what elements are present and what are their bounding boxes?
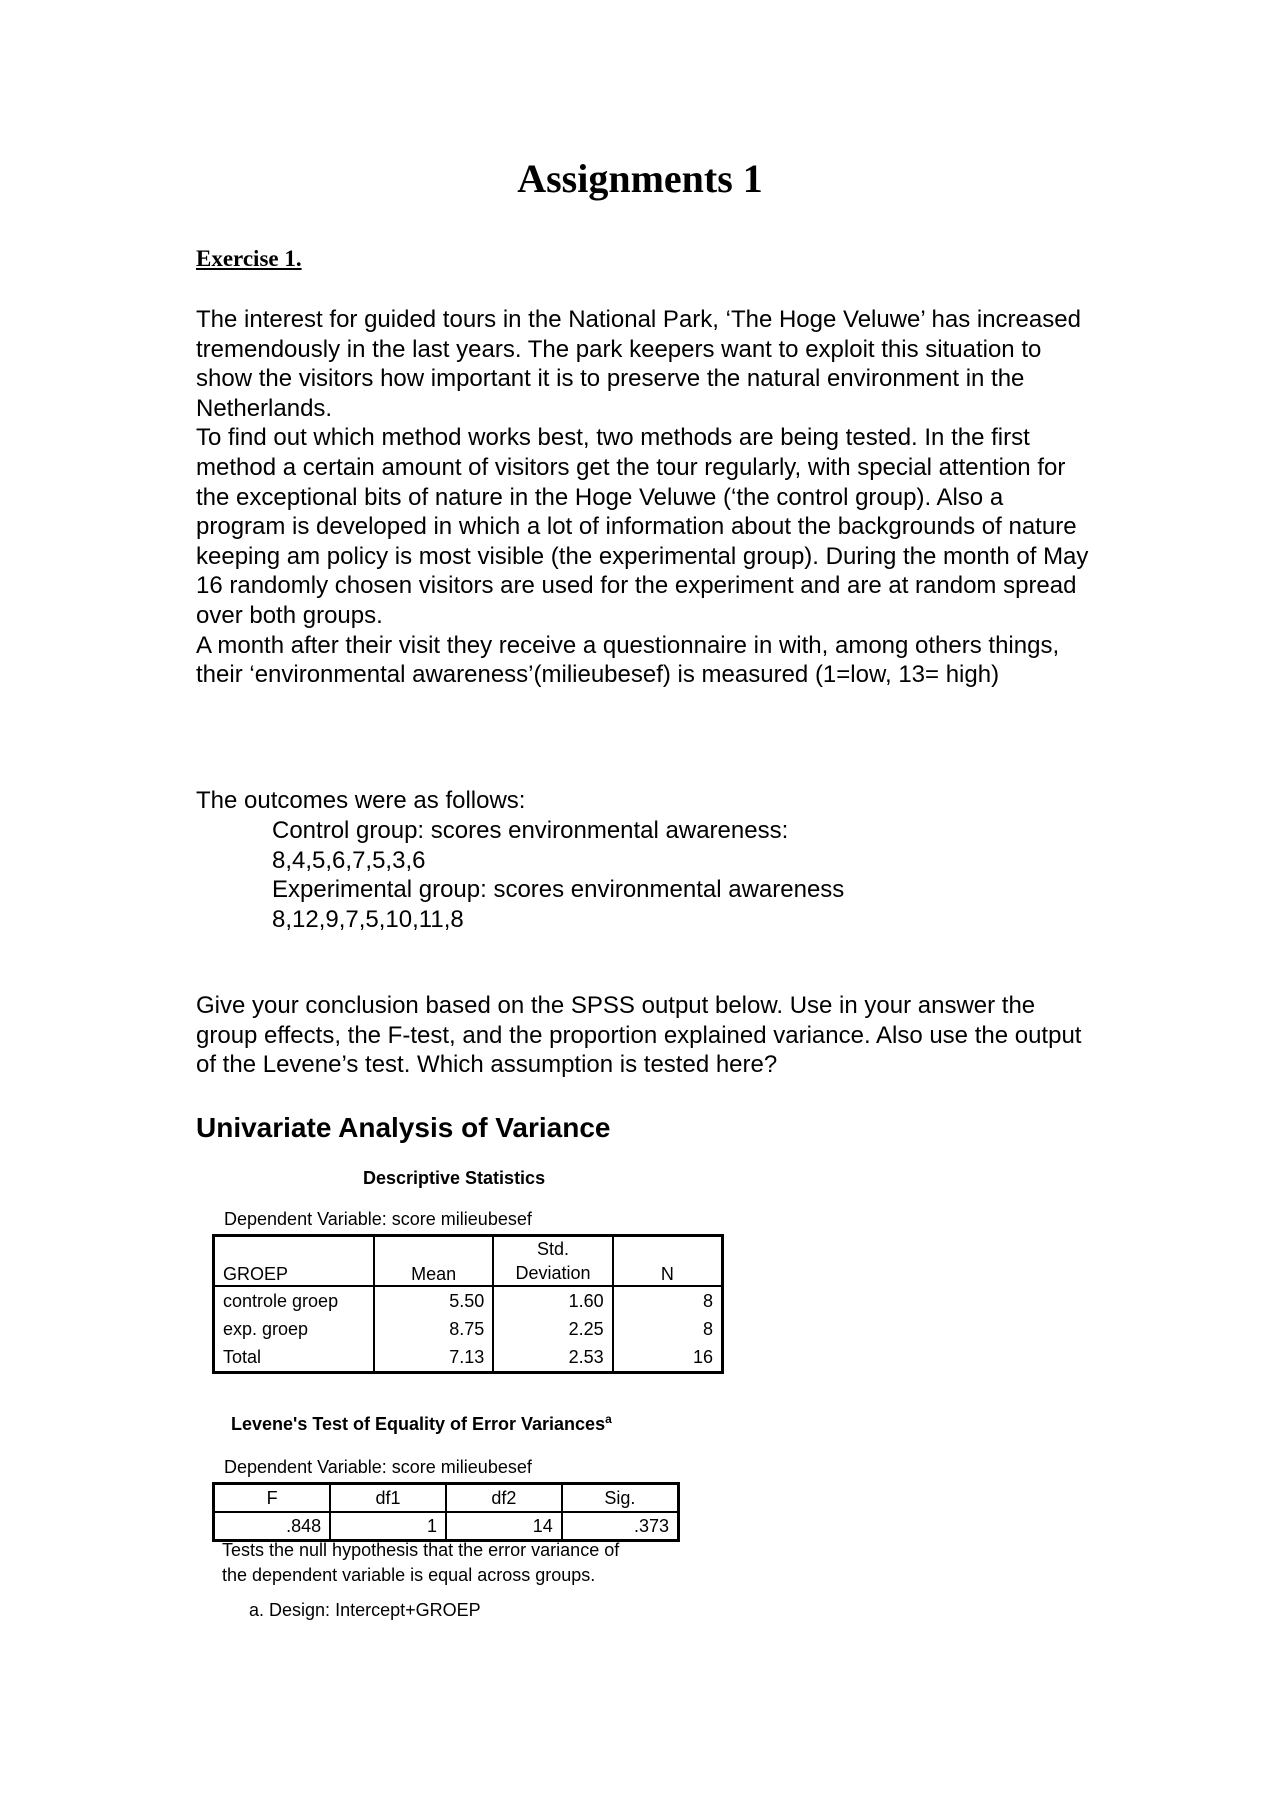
descriptives-table	[212, 1234, 724, 1374]
outcome-line: Experimental group: scores environmental awareness	[272, 876, 845, 904]
levene-title	[231, 1412, 612, 1435]
levene-dependent: Dependent Variable: score milieubesef	[224, 1457, 532, 1477]
table-header-row	[214, 1236, 723, 1262]
paragraph: A month after their visit they receive a questionnaire in with, among others things, their ‘environmental awareness’(milieubesef) is measured (1=low, 13= high)	[196, 631, 1060, 689]
paragraph: To find out which method works best, two methods are being tested. In the first method a certain amount of visitors get the tour regularly, with special attention for the exceptional bits of nature in the Hoge Veluwe (‘the control group). Also a program is developed in which a lot of information about the backgrounds of nature keeping am policy is most visible (the experimental group). During the month of May 16 randomly chosen visitors are used for the experiment and are at random spread over both groups.	[196, 424, 1089, 629]
cell-mean: 8.75	[374, 1315, 493, 1343]
header-sig: Sig.	[562, 1484, 679, 1513]
levene-note	[222, 1538, 619, 1588]
footnote-text: Design: Intercept+GROEP	[269, 1600, 481, 1620]
cell-n: 8	[613, 1315, 723, 1343]
levene-title-text: Levene's Test of Equality of Error Variances	[231, 1414, 606, 1434]
header-std: Std.	[493, 1236, 612, 1262]
outcomes-list	[272, 816, 1072, 934]
cell-sig: .373	[562, 1512, 679, 1541]
levene-superscript: a	[605, 1412, 612, 1426]
cell-mean: 5.50	[374, 1286, 493, 1315]
header-n: N	[613, 1236, 723, 1287]
outcome-line: 8,4,5,6,7,5,3,6	[272, 846, 426, 874]
header-deviation: Deviation	[493, 1261, 612, 1286]
levene-footnote	[249, 1598, 481, 1623]
header-df2: df2	[446, 1484, 562, 1513]
levene-table	[212, 1482, 680, 1542]
header-mean: Mean	[374, 1236, 493, 1287]
table-row	[214, 1343, 723, 1373]
descriptives-title: Descriptive Statistics	[363, 1168, 546, 1188]
page-title: Assignments 1	[517, 156, 763, 201]
intro-text	[196, 305, 1096, 690]
cell-group: controle groep	[223, 1290, 339, 1311]
paragraph: The interest for guided tours in the National Park, ‘The Hoge Veluwe’ has increased tremendously in the last years. The park keepers want to exploit this situation to show the visitors how important it is to preserve the natural environment in the Netherlands.	[196, 306, 1081, 422]
cell-mean: 7.13	[374, 1343, 493, 1373]
cell-df1: 1	[330, 1512, 446, 1541]
exercise-label: Exercise 1.	[196, 246, 302, 271]
levene-note-line: Tests the null hypothesis that the error variance of	[222, 1540, 620, 1560]
cell-group: Total	[223, 1346, 262, 1367]
outcomes-intro	[196, 786, 1096, 816]
cell-f: .848	[286, 1515, 322, 1536]
cell-std: 2.53	[493, 1343, 612, 1373]
header-df1: df1	[330, 1484, 446, 1513]
outcome-line: 8,12,9,7,5,10,11,8	[272, 905, 464, 933]
table-header-row	[214, 1484, 679, 1513]
cell-n: 8	[613, 1286, 723, 1315]
cell-std: 1.60	[493, 1286, 612, 1315]
table-row	[214, 1286, 723, 1315]
table-row	[214, 1315, 723, 1343]
question-paragraph: Give your conclusion based on the SPSS output below. Use in your answer the group effects, the F-test, and the proportion explained variance. Also use the output of the Levene’s test. Which assumption is tested here?	[196, 992, 1082, 1079]
outcome-line: Control group: scores environmental awareness:	[272, 817, 789, 844]
table-row	[214, 1512, 679, 1541]
cell-std: 2.25	[493, 1315, 612, 1343]
footnote-mark: a.	[249, 1600, 265, 1620]
header-groep: GROEP	[214, 1236, 374, 1287]
outcomes-intro-text: The outcomes were as follows:	[196, 787, 526, 814]
question-text	[196, 991, 1096, 1080]
levene-note-line: the dependent variable is equal across groups.	[222, 1565, 596, 1585]
cell-n: 16	[613, 1343, 723, 1373]
cell-group: exp. groep	[223, 1318, 309, 1339]
section-heading: Univariate Analysis of Variance	[196, 1112, 611, 1143]
cell-df2: 14	[446, 1512, 562, 1541]
descriptives-dependent: Dependent Variable: score milieubesef	[224, 1209, 532, 1229]
header-f: F	[214, 1484, 331, 1513]
